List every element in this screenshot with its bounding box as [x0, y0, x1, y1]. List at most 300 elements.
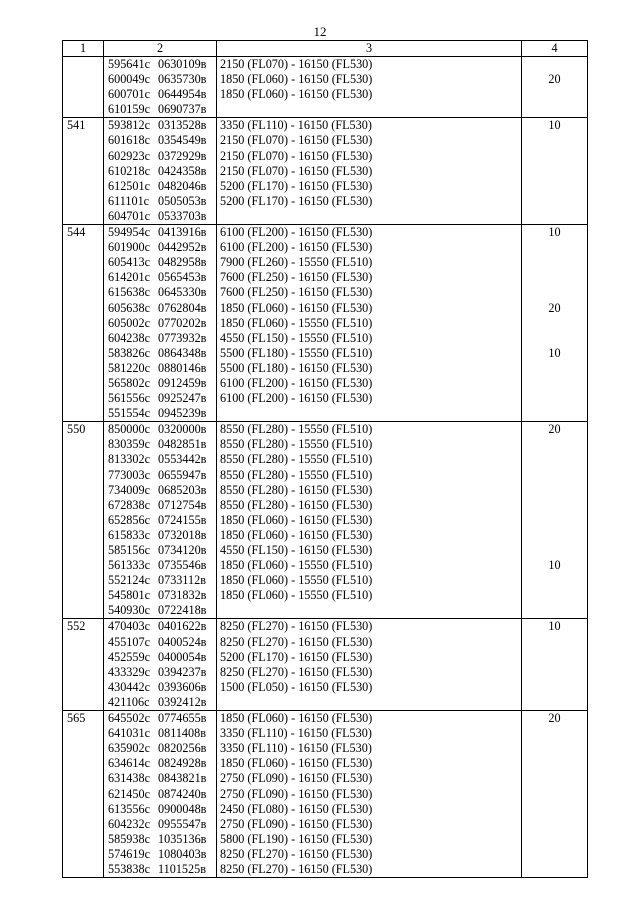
level-range: 1850 (FL060) - 16150 (FL530)	[220, 300, 373, 315]
level-range: 3350 (FL110) - 16150 (FL530)	[220, 726, 372, 741]
level-range: 1850 (FL060) - 16150 (FL530)	[220, 72, 373, 87]
spacing-value: 20	[548, 300, 561, 315]
latitude-code: 605638с	[108, 300, 150, 315]
level-range: 2750 (FL090) - 16150 (FL530)	[220, 771, 373, 786]
coordinate-line	[108, 209, 216, 224]
level-range: 5200 (FL170) - 16150 (FL530)	[220, 193, 373, 208]
spacing-value	[522, 391, 587, 406]
coordinate-line	[108, 87, 216, 102]
spacing-value	[522, 650, 587, 665]
levels-cell	[217, 711, 522, 878]
longitude-code: 0731832в	[158, 588, 207, 603]
spacing-value	[522, 452, 587, 467]
spacing-value	[522, 316, 587, 331]
route-group-row	[63, 711, 588, 878]
coordinate-line	[108, 452, 216, 467]
spacing-value	[522, 726, 587, 741]
level-range: 1850 (FL060) - 16150 (FL530)	[220, 512, 373, 527]
coordinate-line	[108, 543, 216, 558]
coordinate-line	[108, 862, 216, 877]
spacing-value	[522, 573, 587, 588]
spacing-value	[522, 102, 587, 117]
route-group-row	[63, 422, 588, 619]
latitude-code: 610159с	[108, 102, 150, 117]
longitude-code: 0762804в	[158, 300, 207, 315]
level-range: 1850 (FL060) - 15550 (FL510)	[220, 588, 373, 603]
level-range: 3350 (FL110) - 16150 (FL530)	[220, 741, 372, 756]
level-range: 2450 (FL080) - 16150 (FL530)	[220, 801, 373, 816]
coordinate-line	[108, 270, 216, 285]
longitude-code: 0320000в	[158, 422, 207, 437]
longitude-code: 0690737в	[158, 102, 207, 117]
level-range: 1850 (FL060) - 16150 (FL530)	[220, 756, 373, 771]
route-number: 565	[63, 711, 104, 878]
spacing-value	[522, 817, 587, 832]
latitude-code: 574619с	[108, 846, 150, 861]
longitude-code: 0773932в	[158, 330, 207, 345]
coordinates-cell	[104, 225, 217, 422]
longitude-code: 0824928в	[158, 756, 207, 771]
coordinate-line	[108, 847, 216, 862]
longitude-code: 0912459в	[158, 375, 207, 390]
latitude-code: 850000с	[108, 422, 150, 437]
level-range: 8250 (FL270) - 16150 (FL530)	[220, 664, 373, 679]
coordinates-cell	[104, 711, 217, 878]
table-body	[63, 57, 588, 878]
longitude-code: 0864348в	[158, 345, 207, 360]
longitude-code: 0820256в	[158, 741, 207, 756]
level-range: 1850 (FL060) - 16150 (FL530)	[220, 87, 373, 102]
spacing-cell	[522, 57, 588, 118]
coordinate-line	[108, 422, 216, 437]
coordinate-line	[108, 619, 216, 634]
header-col-3: 3	[217, 41, 522, 57]
spacing-value	[522, 164, 587, 179]
spacing-value	[522, 270, 587, 285]
airway-table	[62, 40, 588, 878]
longitude-code: 0925247в	[158, 391, 207, 406]
latitude-code: 652856с	[108, 512, 150, 527]
header-col-1: 1	[63, 41, 104, 57]
longitude-code: 0955547в	[158, 816, 207, 831]
spacing-value	[522, 862, 587, 877]
coordinate-line	[108, 573, 216, 588]
coordinate-line	[108, 756, 216, 771]
level-range: 8550 (FL280) - 15550 (FL510)	[220, 422, 373, 437]
level-range: 8250 (FL270) - 16150 (FL530)	[220, 861, 373, 876]
coordinate-line	[108, 832, 216, 847]
longitude-code: 0770202в	[158, 315, 207, 330]
longitude-code: 0533703в	[158, 208, 207, 223]
spacing-value	[522, 787, 587, 802]
longitude-code: 0400054в	[158, 649, 207, 664]
latitude-code: 634614с	[108, 756, 150, 771]
level-range: 1850 (FL060) - 15550 (FL510)	[220, 573, 373, 588]
level-range: 8550 (FL280) - 15550 (FL510)	[220, 437, 373, 452]
spacing-value	[522, 179, 587, 194]
spacing-value: 10	[548, 558, 561, 573]
latitude-code: 585156с	[108, 543, 150, 557]
latitude-code: 672838с	[108, 497, 150, 512]
latitude-code: 561333с	[108, 558, 150, 573]
spacing-value	[522, 603, 587, 618]
latitude-code: 734009с	[108, 482, 150, 497]
latitude-code: 565802с	[108, 375, 150, 390]
level-range: 2750 (FL090) - 16150 (FL530)	[220, 816, 373, 831]
level-range	[220, 209, 521, 224]
level-range: 8250 (FL270) - 16150 (FL530)	[220, 846, 373, 861]
coordinate-line	[108, 149, 216, 164]
level-range: 4550 (FL150) - 15550 (FL510)	[220, 330, 373, 345]
latitude-code: 604701с	[108, 208, 150, 223]
spacing-value	[522, 209, 587, 224]
level-range: 8550 (FL280) - 15550 (FL510)	[220, 452, 373, 467]
latitude-code: 611101с	[108, 193, 150, 208]
longitude-code: 0392412в	[158, 694, 207, 709]
coordinate-line	[108, 194, 216, 209]
latitude-code: 553838с	[108, 861, 150, 876]
spacing-value	[522, 847, 587, 862]
spacing-value	[522, 528, 587, 543]
latitude-code: 545801с	[108, 588, 150, 603]
latitude-code: 612501с	[108, 178, 150, 193]
spacing-value	[522, 543, 587, 558]
longitude-code: 0774655в	[158, 711, 207, 726]
longitude-code: 0565453в	[158, 270, 207, 285]
latitude-code: 601900с	[108, 240, 150, 255]
latitude-code: 600701с	[108, 87, 150, 102]
spacing-value	[522, 57, 587, 72]
route-number: 541	[63, 118, 104, 225]
spacing-cell	[522, 619, 588, 711]
longitude-code: 0945239в	[158, 406, 207, 421]
levels-cell	[217, 118, 522, 225]
level-range: 8250 (FL270) - 16150 (FL530)	[220, 619, 373, 634]
level-range: 1850 (FL060) - 15550 (FL510)	[220, 315, 373, 330]
coordinate-line	[108, 102, 216, 117]
latitude-code: 614201с	[108, 270, 150, 285]
coordinates-cell	[104, 619, 217, 711]
spacing-value	[522, 255, 587, 270]
coordinate-line	[108, 331, 216, 346]
latitude-code: 615833с	[108, 527, 150, 542]
longitude-code: 0630109в	[158, 57, 207, 71]
spacing-value	[522, 87, 587, 102]
level-range: 3350 (FL110) - 16150 (FL530)	[220, 118, 372, 133]
level-range: 5800 (FL190) - 16150 (FL530)	[220, 831, 373, 846]
latitude-code: 602923с	[108, 148, 150, 163]
coordinate-line	[108, 498, 216, 513]
latitude-code: 605413с	[108, 255, 150, 270]
spacing-value	[522, 498, 587, 513]
coordinate-line	[108, 483, 216, 498]
spacing-value	[522, 361, 587, 376]
level-range: 1850 (FL060) - 15550 (FL510)	[220, 558, 373, 573]
spacing-cell	[522, 118, 588, 225]
longitude-code: 0843821в	[158, 771, 207, 786]
level-range: 8550 (FL280) - 15550 (FL510)	[220, 467, 373, 482]
longitude-code: 0482958в	[158, 255, 207, 270]
latitude-code: 421106с	[108, 694, 150, 709]
spacing-value	[522, 832, 587, 847]
latitude-code: 595641с	[108, 57, 150, 71]
coordinate-line	[108, 588, 216, 603]
coordinate-line	[108, 437, 216, 452]
route-group-row	[63, 225, 588, 422]
spacing-value	[522, 376, 587, 391]
level-range: 4550 (FL150) - 16150 (FL530)	[220, 543, 373, 557]
longitude-code: 0482046в	[158, 178, 207, 193]
level-range: 8550 (FL280) - 16150 (FL530)	[220, 482, 373, 497]
spacing-value	[522, 285, 587, 300]
latitude-code: 645502с	[108, 711, 150, 726]
coordinate-line	[108, 361, 216, 376]
coordinates-cell	[104, 422, 217, 619]
levels-cell	[217, 57, 522, 118]
spacing-value	[522, 588, 587, 603]
coordinate-line	[108, 240, 216, 255]
coordinate-line	[108, 680, 216, 695]
longitude-code: 0413916в	[158, 225, 207, 240]
longitude-code: 0734120в	[158, 543, 207, 557]
coordinate-line	[108, 528, 216, 543]
coordinate-line	[108, 376, 216, 391]
longitude-code: 0482851в	[158, 437, 207, 452]
latitude-code: 610218с	[108, 163, 150, 178]
latitude-code: 455107с	[108, 634, 150, 649]
latitude-code: 604232с	[108, 816, 150, 831]
latitude-code: 552124с	[108, 573, 150, 588]
levels-cell	[217, 225, 522, 422]
coordinate-line	[108, 164, 216, 179]
longitude-code: 0372929в	[158, 148, 207, 163]
spacing-cell	[522, 225, 588, 422]
latitude-code: 773003с	[108, 467, 150, 482]
level-range: 2150 (FL070) - 16150 (FL530)	[220, 163, 373, 178]
longitude-code: 0644954в	[158, 87, 207, 102]
longitude-code: 0712754в	[158, 497, 207, 512]
spacing-value	[522, 635, 587, 650]
coordinate-line	[108, 255, 216, 270]
table-header	[63, 41, 588, 57]
latitude-code: 604238с	[108, 330, 150, 345]
level-range: 5200 (FL170) - 16150 (FL530)	[220, 649, 373, 664]
longitude-code: 0442952в	[158, 240, 207, 255]
longitude-code: 0313528в	[158, 118, 207, 133]
spacing-cell	[522, 422, 588, 619]
coordinates-cell	[104, 57, 217, 118]
coordinate-line	[108, 558, 216, 573]
longitude-code: 0733112в	[158, 573, 206, 588]
level-range: 1500 (FL050) - 16150 (FL530)	[220, 679, 373, 694]
route-group-row	[63, 57, 588, 118]
longitude-code: 0505053в	[158, 193, 207, 208]
route-number: 544	[63, 225, 104, 422]
longitude-code: 1101525в	[158, 861, 206, 876]
coordinate-line	[108, 301, 216, 316]
longitude-code: 0645330в	[158, 285, 207, 300]
spacing-value: 10	[548, 345, 561, 360]
level-range: 5500 (FL180) - 15550 (FL510)	[220, 345, 373, 360]
header-col-2: 2	[104, 41, 217, 57]
coordinate-line	[108, 179, 216, 194]
spacing-value	[522, 695, 587, 710]
levels-cell	[217, 422, 522, 619]
level-range: 6100 (FL200) - 16150 (FL530)	[220, 240, 373, 255]
spacing-value	[522, 194, 587, 209]
latitude-code: 452559с	[108, 649, 150, 664]
longitude-code: 0735546в	[158, 558, 207, 573]
levels-cell	[217, 619, 522, 711]
route-group-row	[63, 619, 588, 711]
level-range	[220, 406, 521, 421]
spacing-value: 20	[548, 422, 561, 437]
level-range: 7900 (FL260) - 15550 (FL510)	[220, 255, 373, 270]
spacing-value	[522, 802, 587, 817]
level-range: 6100 (FL200) - 16150 (FL530)	[220, 391, 373, 406]
latitude-code: 813302с	[108, 452, 150, 467]
spacing-value	[522, 483, 587, 498]
latitude-code: 433329с	[108, 664, 150, 679]
coordinate-line	[108, 316, 216, 331]
spacing-value	[522, 665, 587, 680]
coordinate-line	[108, 650, 216, 665]
coordinate-line	[108, 468, 216, 483]
latitude-code: 585938с	[108, 831, 150, 846]
longitude-code: 0393606в	[158, 679, 207, 694]
coordinate-line	[108, 726, 216, 741]
spacing-value	[522, 240, 587, 255]
spacing-cell	[522, 711, 588, 878]
coordinate-line	[108, 711, 216, 726]
coordinate-line	[108, 285, 216, 300]
latitude-code: 641031с	[108, 726, 150, 741]
level-range: 7600 (FL250) - 16150 (FL530)	[220, 270, 373, 285]
spacing-value	[522, 468, 587, 483]
coordinate-line	[108, 665, 216, 680]
longitude-code: 0811408в	[158, 726, 206, 741]
latitude-code: 600049с	[108, 72, 150, 87]
level-range: 1850 (FL060) - 16150 (FL530)	[220, 711, 373, 726]
latitude-code: 430442с	[108, 679, 150, 694]
latitude-code: 830359с	[108, 437, 150, 452]
longitude-code: 0685203в	[158, 482, 207, 497]
latitude-code: 605002с	[108, 315, 150, 330]
latitude-code: 594954с	[108, 225, 150, 240]
coordinate-line	[108, 771, 216, 786]
spacing-value: 10	[548, 619, 561, 634]
latitude-code: 593812с	[108, 118, 150, 133]
spacing-value	[522, 741, 587, 756]
coordinate-line	[108, 406, 216, 421]
coordinate-line	[108, 72, 216, 87]
route-number: 552	[63, 619, 104, 711]
header-col-4: 4	[522, 41, 588, 57]
coordinate-line	[108, 513, 216, 528]
level-range: 2750 (FL090) - 16150 (FL530)	[220, 786, 373, 801]
coordinate-line	[108, 225, 216, 240]
coordinate-line	[108, 603, 216, 618]
spacing-value: 10	[548, 225, 561, 240]
latitude-code: 551554с	[108, 406, 150, 421]
coordinate-line	[108, 57, 216, 72]
route-number: 550	[63, 422, 104, 619]
coordinate-line	[108, 695, 216, 710]
level-range: 5200 (FL170) - 16150 (FL530)	[220, 178, 373, 193]
latitude-code: 540930с	[108, 603, 150, 618]
latitude-code: 631438с	[108, 771, 150, 786]
route-number	[63, 57, 104, 118]
coordinate-line	[108, 817, 216, 832]
spacing-value: 10	[548, 118, 561, 133]
route-group-row	[63, 118, 588, 225]
spacing-value: 20	[548, 72, 561, 87]
latitude-code: 561556с	[108, 391, 150, 406]
longitude-code: 0724155в	[158, 512, 207, 527]
coordinate-line	[108, 118, 216, 133]
spacing-value	[522, 133, 587, 148]
latitude-code: 581220с	[108, 360, 150, 375]
level-range: 2150 (FL070) - 16150 (FL530)	[220, 133, 373, 148]
level-range: 2150 (FL070) - 16150 (FL530)	[220, 57, 373, 71]
longitude-code: 0424358в	[158, 163, 207, 178]
spacing-value	[522, 756, 587, 771]
page-number: 12	[313, 24, 327, 39]
level-range: 2150 (FL070) - 16150 (FL530)	[220, 148, 373, 163]
latitude-code: 470403с	[108, 619, 150, 634]
coordinate-line	[108, 741, 216, 756]
longitude-code: 0722418в	[158, 603, 207, 618]
spacing-value	[522, 406, 587, 421]
coordinates-cell	[104, 118, 217, 225]
spacing-value	[522, 771, 587, 786]
longitude-code: 0394237в	[158, 664, 207, 679]
longitude-code: 0874240в	[158, 786, 207, 801]
longitude-code: 0880146в	[158, 360, 207, 375]
spacing-value	[522, 437, 587, 452]
spacing-value	[522, 680, 587, 695]
longitude-code: 0354549в	[158, 133, 207, 148]
level-range: 6100 (FL200) - 16150 (FL530)	[220, 375, 373, 390]
latitude-code: 583826с	[108, 345, 150, 360]
coordinate-line	[108, 133, 216, 148]
latitude-code: 601618с	[108, 133, 150, 148]
level-range: 7600 (FL250) - 16150 (FL530)	[220, 285, 373, 300]
level-range: 1850 (FL060) - 16150 (FL530)	[220, 527, 373, 542]
latitude-code: 621450с	[108, 786, 150, 801]
coordinate-line	[108, 346, 216, 361]
longitude-code: 0900048в	[158, 801, 207, 816]
spacing-value: 20	[548, 711, 561, 726]
level-range: 5500 (FL180) - 16150 (FL530)	[220, 360, 373, 375]
coordinate-line	[108, 635, 216, 650]
coordinate-line	[108, 787, 216, 802]
latitude-code: 615638с	[108, 285, 150, 300]
longitude-code: 0553442в	[158, 452, 207, 467]
level-range	[220, 102, 521, 117]
level-range: 6100 (FL200) - 16150 (FL530)	[220, 225, 373, 240]
longitude-code: 1035136в	[158, 831, 207, 846]
spacing-value	[522, 513, 587, 528]
longitude-code: 0401622в	[158, 619, 207, 634]
longitude-code: 0655947в	[158, 467, 207, 482]
longitude-code: 0635730в	[158, 72, 207, 87]
latitude-code: 635902с	[108, 741, 150, 756]
longitude-code: 0732018в	[158, 527, 207, 542]
coordinate-line	[108, 391, 216, 406]
level-range	[220, 603, 521, 618]
latitude-code: 613556с	[108, 801, 150, 816]
